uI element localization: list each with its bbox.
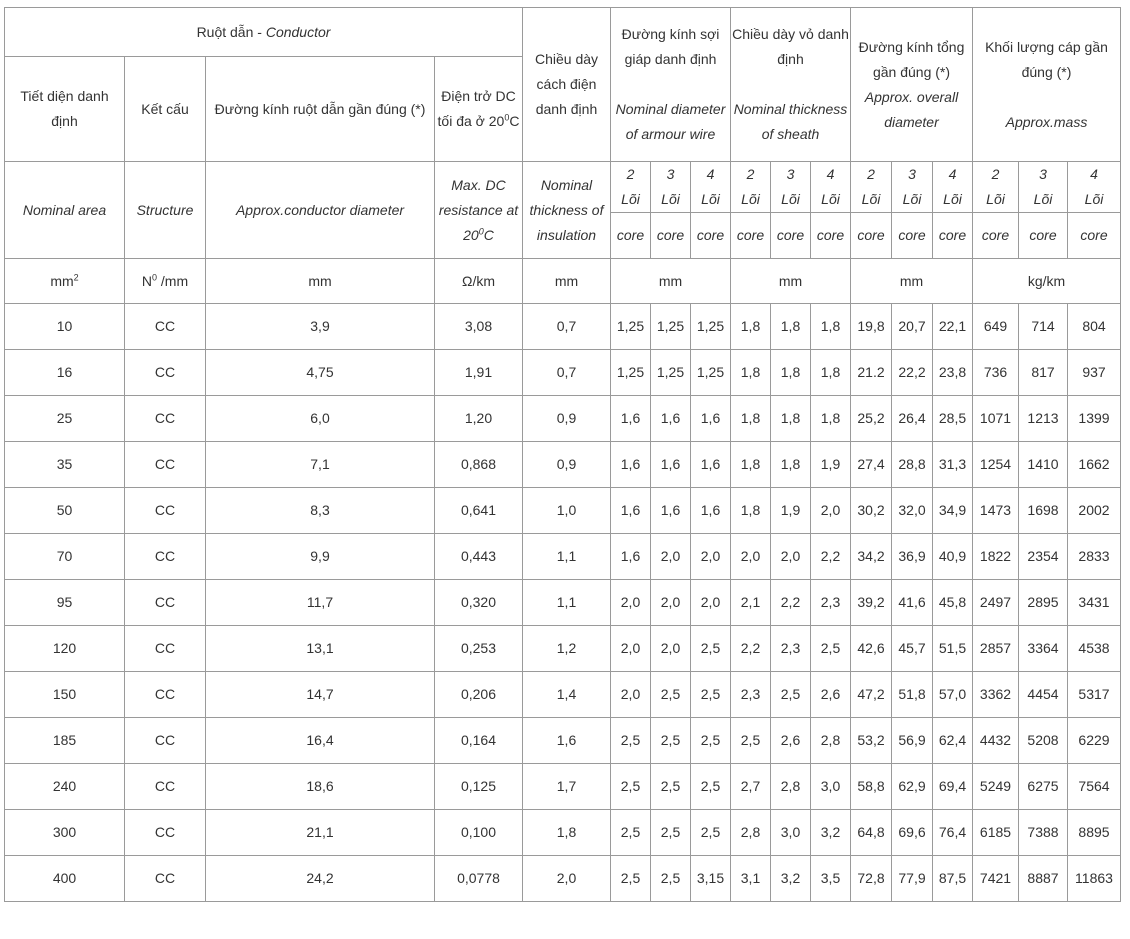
- table-cell: 1698: [1019, 488, 1068, 534]
- table-cell: 77,9: [892, 856, 933, 902]
- table-cell: 1,6: [611, 396, 651, 442]
- table-cell: 1,25: [611, 304, 651, 350]
- table-cell: 2,0: [771, 534, 811, 580]
- table-cell: 70: [5, 534, 125, 580]
- table-cell: 2,6: [811, 672, 851, 718]
- core-word-cell: core: [933, 213, 973, 259]
- table-cell: 2,5: [651, 810, 691, 856]
- table-cell: 1473: [973, 488, 1019, 534]
- table-cell: 57,0: [933, 672, 973, 718]
- table-cell: 13,1: [206, 626, 435, 672]
- table-row: [5, 810, 1121, 856]
- table-cell: 1,7: [523, 764, 611, 810]
- table-cell: 1,8: [771, 304, 811, 350]
- table-cell: 2857: [973, 626, 1019, 672]
- table-row: [5, 718, 1121, 764]
- unit-structure: $N^0$ /mm: [125, 259, 206, 304]
- table-row: [5, 534, 1121, 580]
- table-cell: 1,9: [771, 488, 811, 534]
- table-cell: 31,3: [933, 442, 973, 488]
- core-count-cell: 2 Lõi: [973, 162, 1019, 213]
- table-cell: 27,4: [851, 442, 892, 488]
- table-cell: 2,0: [611, 626, 651, 672]
- table-cell: 2,5: [611, 810, 651, 856]
- core-word-cell: core: [1019, 213, 1068, 259]
- table-cell: 2,0: [523, 856, 611, 902]
- table-cell: 51,5: [933, 626, 973, 672]
- table-cell: 1,8: [731, 304, 771, 350]
- table-cell: 16: [5, 350, 125, 396]
- resistance-header-vi: Điện trở DC tối đa ở $20^0C$: [435, 57, 523, 162]
- table-cell: 0,0778: [435, 856, 523, 902]
- core-count-cell: 3 Lõi: [892, 162, 933, 213]
- table-cell: 2,5: [771, 672, 811, 718]
- table-cell: 8895: [1068, 810, 1121, 856]
- table-cell: 3,08: [435, 304, 523, 350]
- sheath-header: Chiều dày vỏ danh định Nominal thickness of sheath: [731, 8, 851, 162]
- armour-header: Đường kính sợi giáp danh định Nominal diameter of armour wire: [611, 8, 731, 162]
- table-cell: 1410: [1019, 442, 1068, 488]
- table-cell: 0,164: [435, 718, 523, 764]
- table-row: [5, 442, 1121, 488]
- table-cell: 1,8: [731, 350, 771, 396]
- table-cell: 2833: [1068, 534, 1121, 580]
- table-cell: 649: [973, 304, 1019, 350]
- table-cell: 32,0: [892, 488, 933, 534]
- mass-header: Khối lượng cáp gần đúng (*) Approx.mass: [973, 8, 1121, 162]
- table-cell: 28,8: [892, 442, 933, 488]
- table-row: [5, 764, 1121, 810]
- table-cell: 41,6: [892, 580, 933, 626]
- table-cell: 9,9: [206, 534, 435, 580]
- table-cell: CC: [125, 764, 206, 810]
- table-cell: 2,8: [811, 718, 851, 764]
- table-cell: 2,0: [611, 580, 651, 626]
- table-cell: 18,6: [206, 764, 435, 810]
- table-cell: 2,5: [691, 672, 731, 718]
- table-cell: 7564: [1068, 764, 1121, 810]
- table-cell: 3,2: [811, 810, 851, 856]
- table-cell: 2,3: [731, 672, 771, 718]
- table-cell: 6275: [1019, 764, 1068, 810]
- table-cell: 25: [5, 396, 125, 442]
- table-cell: 0,125: [435, 764, 523, 810]
- core-word-cell: core: [731, 213, 771, 259]
- core-word-cell: core: [651, 213, 691, 259]
- table-cell: 0,320: [435, 580, 523, 626]
- table-cell: CC: [125, 810, 206, 856]
- table-cell: 4432: [973, 718, 1019, 764]
- table-cell: 2,1: [731, 580, 771, 626]
- table-cell: CC: [125, 718, 206, 764]
- table-cell: 36,9: [892, 534, 933, 580]
- table-cell: 69,6: [892, 810, 933, 856]
- table-cell: 2,0: [691, 534, 731, 580]
- table-cell: CC: [125, 580, 206, 626]
- table-cell: 0,9: [523, 442, 611, 488]
- table-cell: 6,0: [206, 396, 435, 442]
- table-cell: 2,3: [811, 580, 851, 626]
- table-cell: 0,7: [523, 304, 611, 350]
- table-cell: 39,2: [851, 580, 892, 626]
- core-word-cell: core: [973, 213, 1019, 259]
- table-cell: 95: [5, 580, 125, 626]
- table-cell: 1254: [973, 442, 1019, 488]
- table-cell: 0,443: [435, 534, 523, 580]
- table-cell: 16,4: [206, 718, 435, 764]
- table-cell: CC: [125, 672, 206, 718]
- table-cell: 804: [1068, 304, 1121, 350]
- table-cell: CC: [125, 626, 206, 672]
- table-cell: 1,25: [691, 350, 731, 396]
- table-cell: 69,4: [933, 764, 973, 810]
- table-cell: 3,9: [206, 304, 435, 350]
- table-cell: 1,6: [651, 396, 691, 442]
- table-cell: 8,3: [206, 488, 435, 534]
- core-count-cell: 2 Lõi: [851, 162, 892, 213]
- table-cell: 1,8: [731, 442, 771, 488]
- area-header-en: Nominal area: [5, 162, 125, 259]
- table-cell: 1,91: [435, 350, 523, 396]
- table-cell: 2,5: [691, 810, 731, 856]
- table-cell: 1,4: [523, 672, 611, 718]
- table-cell: 1,6: [611, 488, 651, 534]
- table-cell: 2,0: [651, 534, 691, 580]
- table-cell: 19,8: [851, 304, 892, 350]
- table-cell: 300: [5, 810, 125, 856]
- diameter-header-en: Approx.conductor diameter: [206, 162, 435, 259]
- table-cell: 1,6: [691, 488, 731, 534]
- table-cell: 25,2: [851, 396, 892, 442]
- table-cell: 62,4: [933, 718, 973, 764]
- core-count-cell: 4 Lõi: [811, 162, 851, 213]
- table-cell: 42,6: [851, 626, 892, 672]
- table-cell: 1,8: [811, 304, 851, 350]
- core-count-cell: 4 Lõi: [933, 162, 973, 213]
- table-cell: 23,8: [933, 350, 973, 396]
- core-count-cell: 3 Lõi: [651, 162, 691, 213]
- table-cell: 2,2: [771, 580, 811, 626]
- table-cell: 2,5: [651, 672, 691, 718]
- table-cell: 1,6: [611, 534, 651, 580]
- table-cell: 0,206: [435, 672, 523, 718]
- table-cell: 1,25: [651, 304, 691, 350]
- table-cell: 3,0: [811, 764, 851, 810]
- table-cell: 50: [5, 488, 125, 534]
- table-cell: 8887: [1019, 856, 1068, 902]
- table-cell: 2,5: [651, 856, 691, 902]
- table-cell: 34,2: [851, 534, 892, 580]
- table-cell: 2,6: [771, 718, 811, 764]
- table-cell: 45,8: [933, 580, 973, 626]
- table-cell: 0,868: [435, 442, 523, 488]
- core-word-cell: core: [771, 213, 811, 259]
- table-cell: 400: [5, 856, 125, 902]
- table-cell: 1,6: [611, 442, 651, 488]
- unit-overall: mm: [851, 259, 973, 304]
- table-cell: 0,253: [435, 626, 523, 672]
- table-cell: 1,6: [651, 488, 691, 534]
- table-cell: 2,5: [731, 718, 771, 764]
- table-cell: 35: [5, 442, 125, 488]
- table-cell: 34,9: [933, 488, 973, 534]
- table-cell: 2,0: [811, 488, 851, 534]
- table-cell: 64,8: [851, 810, 892, 856]
- table-cell: 7,1: [206, 442, 435, 488]
- table-cell: 1,1: [523, 580, 611, 626]
- table-cell: 2002: [1068, 488, 1121, 534]
- table-cell: 2,0: [651, 626, 691, 672]
- table-cell: CC: [125, 396, 206, 442]
- table-cell: CC: [125, 442, 206, 488]
- table-cell: 714: [1019, 304, 1068, 350]
- table-cell: 2,7: [731, 764, 771, 810]
- unit-resistance: Ω/km: [435, 259, 523, 304]
- table-cell: 21,1: [206, 810, 435, 856]
- table-cell: 1,9: [811, 442, 851, 488]
- table-cell: 150: [5, 672, 125, 718]
- table-cell: 51,8: [892, 672, 933, 718]
- table-cell: 2,2: [731, 626, 771, 672]
- cable-spec-table: [4, 7, 1121, 902]
- unit-armour: mm: [611, 259, 731, 304]
- area-header-vi: Tiết diện danh định: [5, 57, 125, 162]
- structure-header-vi: Kết cấu: [125, 57, 206, 162]
- unit-sheath: mm: [731, 259, 851, 304]
- table-cell: 3,2: [771, 856, 811, 902]
- table-cell: 3362: [973, 672, 1019, 718]
- table-cell: 45,7: [892, 626, 933, 672]
- table-cell: 2,3: [771, 626, 811, 672]
- table-cell: CC: [125, 350, 206, 396]
- diameter-header-vi: Đường kính ruột dẫn gần đúng (*): [206, 57, 435, 162]
- table-cell: 30,2: [851, 488, 892, 534]
- table-cell: 2354: [1019, 534, 1068, 580]
- core-count-cell: 4 Lõi: [1068, 162, 1121, 213]
- table-cell: 5208: [1019, 718, 1068, 764]
- table-cell: 2,5: [611, 764, 651, 810]
- core-word-cell: core: [1068, 213, 1121, 259]
- unit-insulation: mm: [523, 259, 611, 304]
- table-cell: 0,641: [435, 488, 523, 534]
- table-cell: 76,4: [933, 810, 973, 856]
- table-cell: 3,0: [771, 810, 811, 856]
- table-cell: 2497: [973, 580, 1019, 626]
- table-cell: 1,2: [523, 626, 611, 672]
- table-row: [5, 626, 1121, 672]
- table-cell: 7388: [1019, 810, 1068, 856]
- table-cell: 240: [5, 764, 125, 810]
- core-count-cell: 3 Lõi: [1019, 162, 1068, 213]
- table-row: [5, 396, 1121, 442]
- table-cell: 1,6: [523, 718, 611, 764]
- table-cell: 21.2: [851, 350, 892, 396]
- table-cell: 120: [5, 626, 125, 672]
- table-cell: 1,8: [731, 396, 771, 442]
- table-cell: 11,7: [206, 580, 435, 626]
- table-cell: 2,0: [691, 580, 731, 626]
- overall-diameter-header: Đường kính tổng gần đúng (*) Approx. overall diameter: [851, 8, 973, 162]
- table-cell: 736: [973, 350, 1019, 396]
- table-row: [5, 304, 1121, 350]
- table-cell: 22,2: [892, 350, 933, 396]
- table-cell: 1,8: [771, 442, 811, 488]
- core-count-cell: 2 Lõi: [731, 162, 771, 213]
- table-cell: 62,9: [892, 764, 933, 810]
- table-cell: 1,8: [523, 810, 611, 856]
- table-cell: 2,8: [731, 810, 771, 856]
- table-cell: 1662: [1068, 442, 1121, 488]
- table-cell: 5317: [1068, 672, 1121, 718]
- table-cell: 4454: [1019, 672, 1068, 718]
- core-count-cell: 4 Lõi: [691, 162, 731, 213]
- table-cell: 56,9: [892, 718, 933, 764]
- table-cell: 2,0: [731, 534, 771, 580]
- table-cell: 2,5: [691, 718, 731, 764]
- table-cell: 1,8: [771, 350, 811, 396]
- table-cell: 2,0: [611, 672, 651, 718]
- table-cell: 3364: [1019, 626, 1068, 672]
- table-cell: 0,9: [523, 396, 611, 442]
- table-cell: CC: [125, 488, 206, 534]
- table-cell: 1399: [1068, 396, 1121, 442]
- table-cell: 1,8: [811, 396, 851, 442]
- table-cell: 0,7: [523, 350, 611, 396]
- table-cell: 2895: [1019, 580, 1068, 626]
- table-cell: 3431: [1068, 580, 1121, 626]
- unit-diameter: mm: [206, 259, 435, 304]
- table-cell: 28,5: [933, 396, 973, 442]
- table-cell: CC: [125, 304, 206, 350]
- core-word-cell: core: [691, 213, 731, 259]
- table-row: [5, 856, 1121, 902]
- table-cell: 2,5: [651, 764, 691, 810]
- table-cell: 87,5: [933, 856, 973, 902]
- table-cell: 6229: [1068, 718, 1121, 764]
- table-cell: 3,15: [691, 856, 731, 902]
- core-word-cell: core: [851, 213, 892, 259]
- table-cell: 10: [5, 304, 125, 350]
- units-row: [5, 259, 1121, 304]
- table-cell: 1,25: [691, 304, 731, 350]
- table-cell: 1213: [1019, 396, 1068, 442]
- table-cell: 40,9: [933, 534, 973, 580]
- unit-area: $mm^2$: [5, 259, 125, 304]
- table-cell: 1071: [973, 396, 1019, 442]
- table-cell: 2,5: [691, 764, 731, 810]
- table-cell: 4538: [1068, 626, 1121, 672]
- table-cell: 24,2: [206, 856, 435, 902]
- table-cell: 1,0: [523, 488, 611, 534]
- core-count-cell: 2 Lõi: [611, 162, 651, 213]
- table-cell: 1,20: [435, 396, 523, 442]
- core-count-cell: 3 Lõi: [771, 162, 811, 213]
- table-cell: 1,25: [611, 350, 651, 396]
- table-cell: 1,25: [651, 350, 691, 396]
- table-cell: 2,8: [771, 764, 811, 810]
- table-cell: 937: [1068, 350, 1121, 396]
- table-cell: 2,5: [811, 626, 851, 672]
- insulation-header-vi: Chiều dày cách điện danh định: [523, 8, 611, 162]
- core-word-cell: core: [892, 213, 933, 259]
- table-cell: 47,2: [851, 672, 892, 718]
- table-cell: 20,7: [892, 304, 933, 350]
- table-cell: 185: [5, 718, 125, 764]
- table-cell: 2,2: [811, 534, 851, 580]
- table-cell: 1822: [973, 534, 1019, 580]
- table-cell: 4,75: [206, 350, 435, 396]
- table-row: [5, 580, 1121, 626]
- structure-header-en: Structure: [125, 162, 206, 259]
- table-cell: 1,6: [691, 396, 731, 442]
- resistance-header-en: Max. DC resistance at $20^0C$: [435, 162, 523, 259]
- table-row: [5, 488, 1121, 534]
- core-word-cell: core: [811, 213, 851, 259]
- table-cell: 817: [1019, 350, 1068, 396]
- table-cell: 6185: [973, 810, 1019, 856]
- table-row: [5, 350, 1121, 396]
- table-row: [5, 672, 1121, 718]
- table-cell: 26,4: [892, 396, 933, 442]
- table-cell: 0,100: [435, 810, 523, 856]
- table-cell: 7421: [973, 856, 1019, 902]
- table-cell: 2,0: [651, 580, 691, 626]
- table-cell: 22,1: [933, 304, 973, 350]
- table-cell: 2,5: [611, 856, 651, 902]
- table-cell: CC: [125, 856, 206, 902]
- table-cell: 3,5: [811, 856, 851, 902]
- table-cell: 1,8: [731, 488, 771, 534]
- table-cell: 3,1: [731, 856, 771, 902]
- table-cell: 1,1: [523, 534, 611, 580]
- table-cell: CC: [125, 534, 206, 580]
- table-cell: 72,8: [851, 856, 892, 902]
- table-cell: 1,8: [811, 350, 851, 396]
- table-cell: 5249: [973, 764, 1019, 810]
- insulation-header-en: Nominal thickness of insulation: [523, 162, 611, 259]
- table-cell: 2,5: [691, 626, 731, 672]
- table-cell: 2,5: [651, 718, 691, 764]
- unit-mass: kg/km: [973, 259, 1121, 304]
- table-cell: 58,8: [851, 764, 892, 810]
- table-cell: 14,7: [206, 672, 435, 718]
- table-cell: 1,8: [771, 396, 811, 442]
- table-cell: 1,6: [691, 442, 731, 488]
- conductor-group-header: Ruột dẫn - Conductor: [5, 8, 523, 57]
- table-cell: 1,6: [651, 442, 691, 488]
- table-cell: 53,2: [851, 718, 892, 764]
- table-cell: 11863: [1068, 856, 1121, 902]
- core-word-cell: core: [611, 213, 651, 259]
- table-cell: 2,5: [611, 718, 651, 764]
